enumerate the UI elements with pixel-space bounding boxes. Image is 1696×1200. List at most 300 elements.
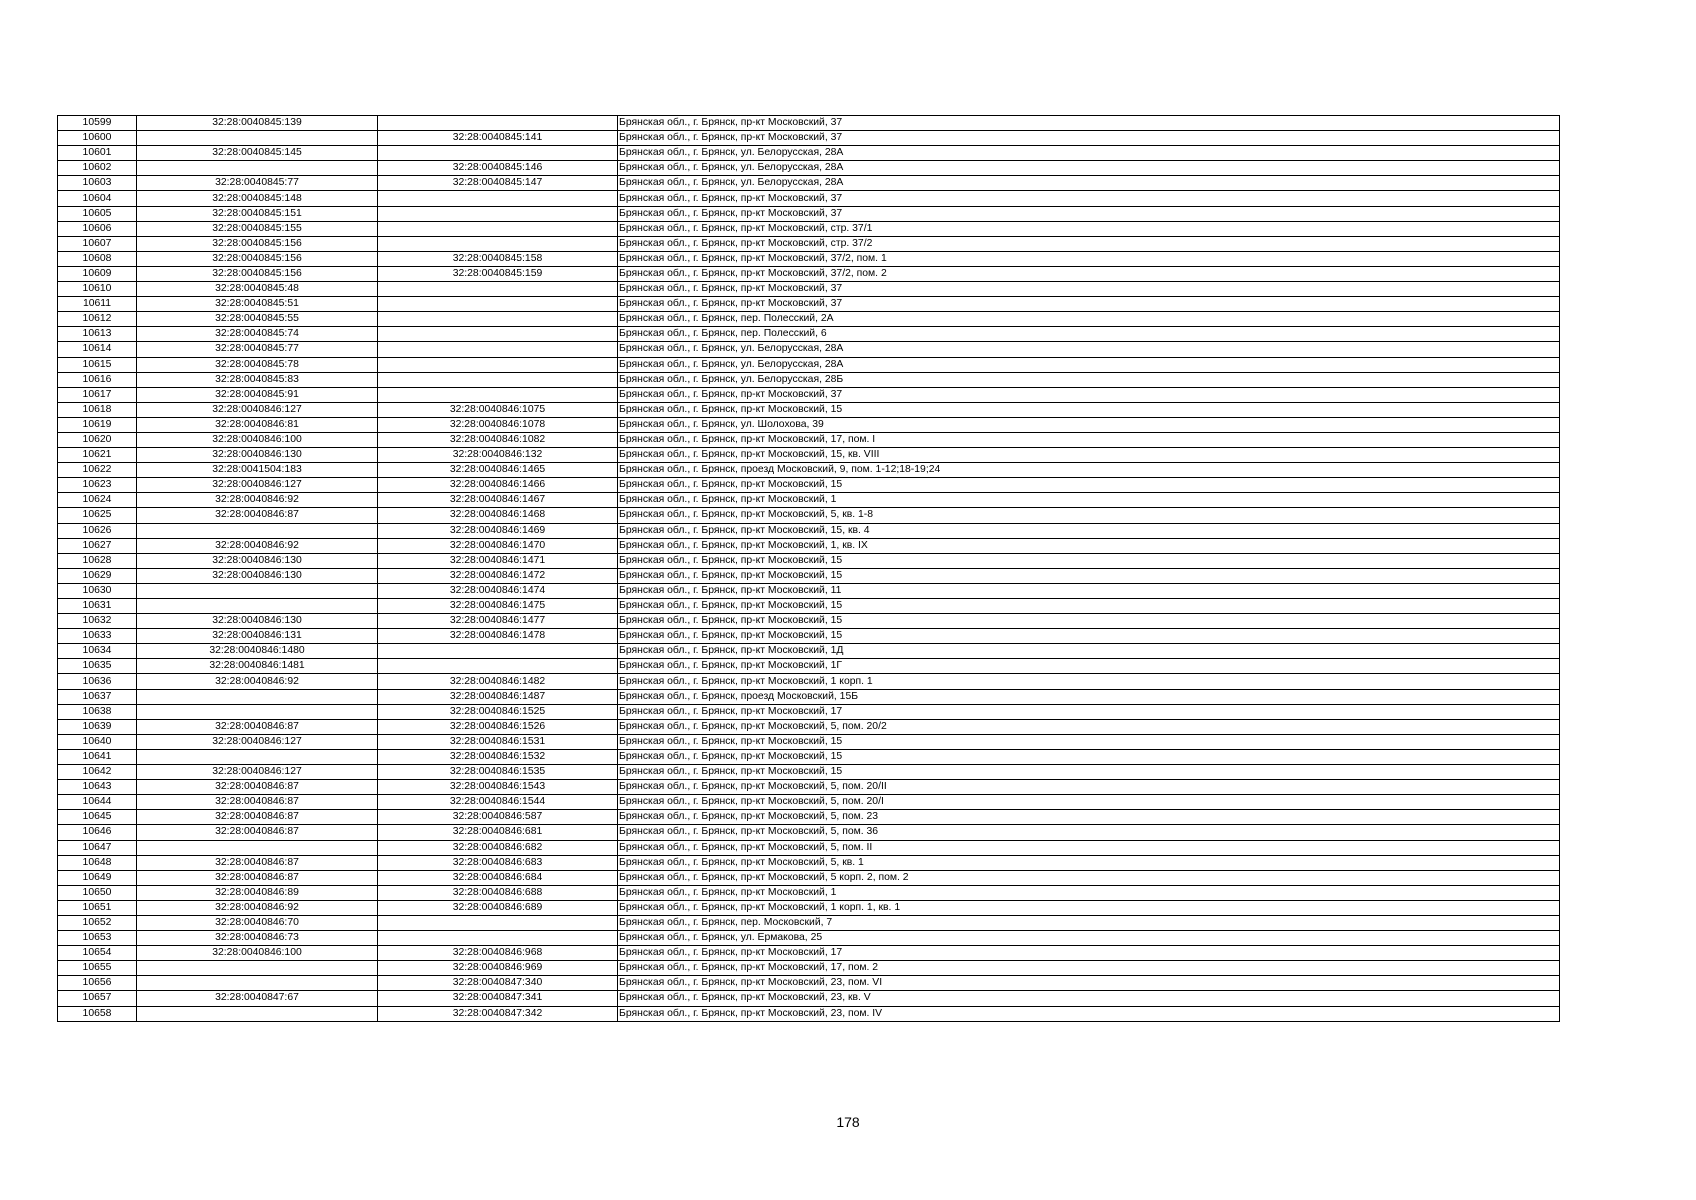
parcel-number-cell: 32:28:0040847:67 — [137, 991, 378, 1006]
address-cell: Брянская обл., г. Брянск, пр-кт Московский, 11 — [618, 583, 1560, 598]
row-number-cell: 10621 — [58, 448, 137, 463]
row-number-cell: 10619 — [58, 417, 137, 432]
address-cell: Брянская обл., г. Брянск, пр-кт Московский, 15 — [618, 765, 1560, 780]
parcel-number-cell — [137, 689, 378, 704]
parcel-number-cell: 32:28:0040845:139 — [137, 116, 378, 131]
object-number-cell: 32:28:0040846:587 — [378, 810, 618, 825]
row-number-cell: 10655 — [58, 961, 137, 976]
address-cell: Брянская обл., г. Брянск, пр-кт Московский, 23, пом. VI — [618, 976, 1560, 991]
object-number-cell: 32:28:0040847:340 — [378, 976, 618, 991]
parcel-number-cell: 32:28:0040846:130 — [137, 614, 378, 629]
parcel-number-cell — [137, 961, 378, 976]
table-row — [58, 976, 1560, 991]
row-number-cell: 10634 — [58, 644, 137, 659]
row-number-cell: 10636 — [58, 674, 137, 689]
object-number-cell: 32:28:0040846:1469 — [378, 523, 618, 538]
parcel-number-cell: 32:28:0040845:78 — [137, 357, 378, 372]
object-number-cell — [378, 297, 618, 312]
object-number-cell: 32:28:0040846:681 — [378, 825, 618, 840]
table-row — [58, 749, 1560, 764]
row-number-cell: 10623 — [58, 478, 137, 493]
object-number-cell — [378, 236, 618, 251]
row-number-cell: 10632 — [58, 614, 137, 629]
parcel-number-cell: 32:28:0040845:145 — [137, 146, 378, 161]
table-row — [58, 282, 1560, 297]
address-cell: Брянская обл., г. Брянск, пр-кт Московский, 37 — [618, 191, 1560, 206]
row-number-cell: 10650 — [58, 885, 137, 900]
parcel-number-cell — [137, 131, 378, 146]
table-row — [58, 432, 1560, 447]
parcel-number-cell: 32:28:0040845:74 — [137, 327, 378, 342]
address-cell: Брянская обл., г. Брянск, пер. Полесский, 6 — [618, 327, 1560, 342]
object-number-cell — [378, 357, 618, 372]
address-cell: Брянская обл., г. Брянск, пр-кт Московский, 15 — [618, 734, 1560, 749]
object-number-cell: 32:28:0040846:1477 — [378, 614, 618, 629]
object-number-cell: 32:28:0040846:1471 — [378, 553, 618, 568]
table-row — [58, 236, 1560, 251]
parcel-number-cell: 32:28:0040845:148 — [137, 191, 378, 206]
row-number-cell: 10616 — [58, 372, 137, 387]
row-number-cell: 10658 — [58, 1006, 137, 1021]
object-number-cell: 32:28:0040845:147 — [378, 176, 618, 191]
parcel-number-cell: 32:28:0040846:130 — [137, 448, 378, 463]
parcel-number-cell: 32:28:0040846:127 — [137, 734, 378, 749]
table-row — [58, 417, 1560, 432]
object-number-cell: 32:28:0040846:1535 — [378, 765, 618, 780]
row-number-cell: 10599 — [58, 116, 137, 131]
parcel-number-cell: 32:28:0040846:127 — [137, 765, 378, 780]
address-cell: Брянская обл., г. Брянск, пр-кт Московский, 15 — [618, 599, 1560, 614]
parcel-number-cell: 32:28:0040845:156 — [137, 266, 378, 281]
table-row — [58, 568, 1560, 583]
table-row — [58, 266, 1560, 281]
address-cell: Брянская обл., г. Брянск, пр-кт Московский, 1 — [618, 493, 1560, 508]
table-body — [58, 116, 1560, 1022]
row-number-cell: 10654 — [58, 946, 137, 961]
parcel-number-cell: 32:28:0040846:87 — [137, 780, 378, 795]
address-cell: Брянская обл., г. Брянск, пр-кт Московский, 15 — [618, 402, 1560, 417]
row-number-cell: 10647 — [58, 840, 137, 855]
table-row — [58, 931, 1560, 946]
parcel-number-cell: 32:28:0040845:55 — [137, 312, 378, 327]
object-number-cell: 32:28:0040846:1475 — [378, 599, 618, 614]
row-number-cell: 10633 — [58, 629, 137, 644]
address-cell: Брянская обл., г. Брянск, ул. Белорусская, 28Б — [618, 372, 1560, 387]
table-row — [58, 659, 1560, 674]
table-row — [58, 719, 1560, 734]
address-cell: Брянская обл., г. Брянск, пр-кт Московский, 1Д — [618, 644, 1560, 659]
parcel-number-cell: 32:28:0040846:73 — [137, 931, 378, 946]
table-row — [58, 327, 1560, 342]
row-number-cell: 10627 — [58, 538, 137, 553]
object-number-cell: 32:28:0040846:1472 — [378, 568, 618, 583]
row-number-cell: 10631 — [58, 599, 137, 614]
object-number-cell: 32:28:0040846:1544 — [378, 795, 618, 810]
table-row — [58, 583, 1560, 598]
row-number-cell: 10622 — [58, 463, 137, 478]
address-cell: Брянская обл., г. Брянск, пр-кт Московский, 17 — [618, 946, 1560, 961]
object-number-cell: 32:28:0040846:968 — [378, 946, 618, 961]
table-row — [58, 191, 1560, 206]
page-number: 178 — [836, 1114, 860, 1130]
parcel-number-cell: 32:28:0041504:183 — [137, 463, 378, 478]
table-row — [58, 387, 1560, 402]
address-cell: Брянская обл., г. Брянск, пр-кт Московский, 23, пом. IV — [618, 1006, 1560, 1021]
table-row — [58, 478, 1560, 493]
object-number-cell: 32:28:0040846:1078 — [378, 417, 618, 432]
address-cell: Брянская обл., г. Брянск, пр-кт Московский, 5, кв. 1 — [618, 855, 1560, 870]
table-row — [58, 176, 1560, 191]
object-number-cell: 32:28:0040846:1532 — [378, 749, 618, 764]
object-number-cell: 32:28:0040845:159 — [378, 266, 618, 281]
table-row — [58, 915, 1560, 930]
parcel-number-cell: 32:28:0040845:151 — [137, 206, 378, 221]
table-row — [58, 961, 1560, 976]
table-row — [58, 463, 1560, 478]
parcel-number-cell — [137, 523, 378, 538]
table-row — [58, 614, 1560, 629]
table-row — [58, 644, 1560, 659]
table-row — [58, 116, 1560, 131]
parcel-number-cell — [137, 1006, 378, 1021]
address-cell: Брянская обл., г. Брянск, пр-кт Московский, 15 — [618, 749, 1560, 764]
row-number-cell: 10653 — [58, 931, 137, 946]
table-row — [58, 146, 1560, 161]
table-row — [58, 342, 1560, 357]
table-row — [58, 553, 1560, 568]
table-row — [58, 493, 1560, 508]
parcel-number-cell: 32:28:0040846:92 — [137, 900, 378, 915]
address-cell: Брянская обл., г. Брянск, пр-кт Московский, 37 — [618, 387, 1560, 402]
address-cell: Брянская обл., г. Брянск, пр-кт Московский, 5, пом. 20/II — [618, 780, 1560, 795]
parcel-number-cell — [137, 749, 378, 764]
object-number-cell — [378, 206, 618, 221]
row-number-cell: 10609 — [58, 266, 137, 281]
parcel-number-cell: 32:28:0040845:155 — [137, 221, 378, 236]
table-row — [58, 810, 1560, 825]
object-number-cell: 32:28:0040846:1526 — [378, 719, 618, 734]
object-number-cell: 32:28:0040846:1466 — [378, 478, 618, 493]
row-number-cell: 10640 — [58, 734, 137, 749]
parcel-number-cell: 32:28:0040846:87 — [137, 855, 378, 870]
row-number-cell: 10625 — [58, 508, 137, 523]
address-cell: Брянская обл., г. Брянск, пр-кт Московский, 37/2, пом. 2 — [618, 266, 1560, 281]
cadastral-table — [57, 115, 1560, 1022]
address-cell: Брянская обл., г. Брянск, проезд Московский, 9, пом. 1-12;18-19;24 — [618, 463, 1560, 478]
address-cell: Брянская обл., г. Брянск, пер. Полесский, 2А — [618, 312, 1560, 327]
address-cell: Брянская обл., г. Брянск, ул. Шолохова, 39 — [618, 417, 1560, 432]
object-number-cell — [378, 116, 618, 131]
row-number-cell: 10613 — [58, 327, 137, 342]
row-number-cell: 10644 — [58, 795, 137, 810]
object-number-cell — [378, 312, 618, 327]
row-number-cell: 10608 — [58, 251, 137, 266]
parcel-number-cell: 32:28:0040845:156 — [137, 236, 378, 251]
row-number-cell: 10641 — [58, 749, 137, 764]
object-number-cell: 32:28:0040847:341 — [378, 991, 618, 1006]
parcel-number-cell: 32:28:0040846:100 — [137, 432, 378, 447]
table-row — [58, 689, 1560, 704]
address-cell: Брянская обл., г. Брянск, пр-кт Московский, 1 корп. 1 — [618, 674, 1560, 689]
parcel-number-cell: 32:28:0040846:1480 — [137, 644, 378, 659]
row-number-cell: 10638 — [58, 704, 137, 719]
row-number-cell: 10614 — [58, 342, 137, 357]
address-cell: Брянская обл., г. Брянск, проезд Московский, 15Б — [618, 689, 1560, 704]
parcel-number-cell — [137, 976, 378, 991]
object-number-cell: 32:28:0040846:682 — [378, 840, 618, 855]
address-cell: Брянская обл., г. Брянск, пр-кт Московский, 1 корп. 1, кв. 1 — [618, 900, 1560, 915]
table-row — [58, 825, 1560, 840]
address-cell: Брянская обл., г. Брянск, пр-кт Московский, 5, пом. 23 — [618, 810, 1560, 825]
object-number-cell: 32:28:0040846:1465 — [378, 463, 618, 478]
parcel-number-cell: 32:28:0040845:48 — [137, 282, 378, 297]
object-number-cell — [378, 644, 618, 659]
row-number-cell: 10630 — [58, 583, 137, 598]
address-cell: Брянская обл., г. Брянск, пр-кт Московский, 37 — [618, 116, 1560, 131]
row-number-cell: 10628 — [58, 553, 137, 568]
table-row — [58, 357, 1560, 372]
object-number-cell: 32:28:0040846:969 — [378, 961, 618, 976]
parcel-number-cell: 32:28:0040846:1481 — [137, 659, 378, 674]
row-number-cell: 10617 — [58, 387, 137, 402]
table-row — [58, 629, 1560, 644]
row-number-cell: 10611 — [58, 297, 137, 312]
row-number-cell: 10629 — [58, 568, 137, 583]
object-number-cell: 32:28:0040845:141 — [378, 131, 618, 146]
object-number-cell — [378, 221, 618, 236]
row-number-cell: 10657 — [58, 991, 137, 1006]
address-cell: Брянская обл., г. Брянск, пр-кт Московский, 1, кв. IX — [618, 538, 1560, 553]
row-number-cell: 10602 — [58, 161, 137, 176]
parcel-number-cell — [137, 161, 378, 176]
object-number-cell: 32:28:0040846:684 — [378, 870, 618, 885]
parcel-number-cell: 32:28:0040846:87 — [137, 719, 378, 734]
parcel-number-cell: 32:28:0040846:130 — [137, 553, 378, 568]
parcel-number-cell: 32:28:0040846:87 — [137, 508, 378, 523]
table-row — [58, 795, 1560, 810]
table-row — [58, 734, 1560, 749]
object-number-cell — [378, 282, 618, 297]
table-row — [58, 704, 1560, 719]
row-number-cell: 10618 — [58, 402, 137, 417]
row-number-cell: 10646 — [58, 825, 137, 840]
row-number-cell: 10642 — [58, 765, 137, 780]
table-row — [58, 161, 1560, 176]
row-number-cell: 10607 — [58, 236, 137, 251]
table-row — [58, 1006, 1560, 1021]
parcel-number-cell: 32:28:0040846:87 — [137, 825, 378, 840]
address-cell: Брянская обл., г. Брянск, ул. Ермакова, 25 — [618, 931, 1560, 946]
address-cell: Брянская обл., г. Брянск, пр-кт Московский, 5, пом. 20/I — [618, 795, 1560, 810]
address-cell: Брянская обл., г. Брянск, пр-кт Московский, 17, пом. 2 — [618, 961, 1560, 976]
address-cell: Брянская обл., г. Брянск, пр-кт Московский, 37 — [618, 206, 1560, 221]
address-cell: Брянская обл., г. Брянск, пр-кт Московский, 37 — [618, 297, 1560, 312]
row-number-cell: 10639 — [58, 719, 137, 734]
object-number-cell — [378, 342, 618, 357]
parcel-number-cell — [137, 704, 378, 719]
address-cell: Брянская обл., г. Брянск, пр-кт Московский, 15 — [618, 629, 1560, 644]
table-row — [58, 538, 1560, 553]
address-cell: Брянская обл., г. Брянск, ул. Белорусская, 28А — [618, 176, 1560, 191]
object-number-cell: 32:28:0040845:158 — [378, 251, 618, 266]
parcel-number-cell: 32:28:0040846:81 — [137, 417, 378, 432]
address-cell: Брянская обл., г. Брянск, пр-кт Московский, 15, кв. 4 — [618, 523, 1560, 538]
table-row — [58, 599, 1560, 614]
object-number-cell: 32:28:0040846:1487 — [378, 689, 618, 704]
address-cell: Брянская обл., г. Брянск, пр-кт Московский, 15 — [618, 614, 1560, 629]
row-number-cell: 10635 — [58, 659, 137, 674]
object-number-cell — [378, 659, 618, 674]
object-number-cell: 32:28:0040847:342 — [378, 1006, 618, 1021]
address-cell: Брянская обл., г. Брянск, ул. Белорусская, 28А — [618, 357, 1560, 372]
row-number-cell: 10612 — [58, 312, 137, 327]
object-number-cell: 32:28:0040845:146 — [378, 161, 618, 176]
address-cell: Брянская обл., г. Брянск, ул. Белорусская, 28А — [618, 146, 1560, 161]
address-cell: Брянская обл., г. Брянск, пр-кт Московский, 17, пом. I — [618, 432, 1560, 447]
parcel-number-cell: 32:28:0040845:156 — [137, 251, 378, 266]
address-cell: Брянская обл., г. Брянск, пр-кт Московский, стр. 37/2 — [618, 236, 1560, 251]
table-row — [58, 946, 1560, 961]
row-number-cell: 10600 — [58, 131, 137, 146]
object-number-cell: 32:28:0040846:1482 — [378, 674, 618, 689]
parcel-number-cell: 32:28:0040846:92 — [137, 538, 378, 553]
parcel-number-cell: 32:28:0040846:87 — [137, 795, 378, 810]
table-row — [58, 840, 1560, 855]
table-row — [58, 402, 1560, 417]
object-number-cell: 32:28:0040846:1470 — [378, 538, 618, 553]
row-number-cell: 10615 — [58, 357, 137, 372]
address-cell: Брянская обл., г. Брянск, пр-кт Московский, 37 — [618, 131, 1560, 146]
object-number-cell — [378, 372, 618, 387]
address-cell: Брянская обл., г. Брянск, пр-кт Московский, 15 — [618, 553, 1560, 568]
row-number-cell: 10652 — [58, 915, 137, 930]
address-cell: Брянская обл., г. Брянск, пр-кт Московский, 5, пом. 20/2 — [618, 719, 1560, 734]
object-number-cell: 32:28:0040846:1474 — [378, 583, 618, 598]
table-row — [58, 131, 1560, 146]
address-cell: Брянская обл., г. Брянск, пр-кт Московский, 15 — [618, 478, 1560, 493]
table-row — [58, 372, 1560, 387]
parcel-number-cell: 32:28:0040846:87 — [137, 870, 378, 885]
address-cell: Брянская обл., г. Брянск, ул. Белорусская, 28А — [618, 342, 1560, 357]
parcel-number-cell: 32:28:0040846:127 — [137, 478, 378, 493]
table-row — [58, 900, 1560, 915]
object-number-cell: 32:28:0040846:1467 — [378, 493, 618, 508]
object-number-cell: 32:28:0040846:1075 — [378, 402, 618, 417]
row-number-cell: 10610 — [58, 282, 137, 297]
row-number-cell: 10604 — [58, 191, 137, 206]
address-cell: Брянская обл., г. Брянск, пр-кт Московский, стр. 37/1 — [618, 221, 1560, 236]
address-cell: Брянская обл., г. Брянск, пр-кт Московский, 37/2, пом. 1 — [618, 251, 1560, 266]
table-row — [58, 674, 1560, 689]
table-row — [58, 885, 1560, 900]
table-row — [58, 508, 1560, 523]
address-cell: Брянская обл., г. Брянск, ул. Белорусская, 28А — [618, 161, 1560, 176]
table-row — [58, 855, 1560, 870]
object-number-cell: 32:28:0040846:1531 — [378, 734, 618, 749]
object-number-cell — [378, 915, 618, 930]
table-row — [58, 448, 1560, 463]
address-cell: Брянская обл., г. Брянск, пр-кт Московский, 23, кв. V — [618, 991, 1560, 1006]
address-cell: Брянская обл., г. Брянск, пр-кт Московский, 1 — [618, 885, 1560, 900]
address-cell: Брянская обл., г. Брянск, пр-кт Московский, 5 корп. 2, пом. 2 — [618, 870, 1560, 885]
parcel-number-cell: 32:28:0040845:77 — [137, 176, 378, 191]
parcel-number-cell — [137, 599, 378, 614]
row-number-cell: 10606 — [58, 221, 137, 236]
object-number-cell: 32:28:0040846:1468 — [378, 508, 618, 523]
table-row — [58, 780, 1560, 795]
address-cell: Брянская обл., г. Брянск, пр-кт Московский, 5, кв. 1-8 — [618, 508, 1560, 523]
address-cell: Брянская обл., г. Брянск, пер. Московский, 7 — [618, 915, 1560, 930]
address-cell: Брянская обл., г. Брянск, пр-кт Московский, 17 — [618, 704, 1560, 719]
address-cell: Брянская обл., г. Брянск, пр-кт Московский, 37 — [618, 282, 1560, 297]
object-number-cell — [378, 327, 618, 342]
parcel-number-cell: 32:28:0040846:92 — [137, 674, 378, 689]
parcel-number-cell: 32:28:0040845:77 — [137, 342, 378, 357]
table-row — [58, 991, 1560, 1006]
address-cell: Брянская обл., г. Брянск, пр-кт Московский, 15, кв. VIII — [618, 448, 1560, 463]
object-number-cell: 32:28:0040846:1478 — [378, 629, 618, 644]
row-number-cell: 10651 — [58, 900, 137, 915]
parcel-number-cell: 32:28:0040846:130 — [137, 568, 378, 583]
row-number-cell: 10624 — [58, 493, 137, 508]
table-row — [58, 251, 1560, 266]
parcel-number-cell: 32:28:0040846:100 — [137, 946, 378, 961]
row-number-cell: 10656 — [58, 976, 137, 991]
row-number-cell: 10645 — [58, 810, 137, 825]
table-row — [58, 221, 1560, 236]
object-number-cell: 32:28:0040846:688 — [378, 885, 618, 900]
address-cell: Брянская обл., г. Брянск, пр-кт Московский, 1Г — [618, 659, 1560, 674]
object-number-cell: 32:28:0040846:1082 — [378, 432, 618, 447]
object-number-cell: 32:28:0040846:689 — [378, 900, 618, 915]
address-cell: Брянская обл., г. Брянск, пр-кт Московский, 5, пом. II — [618, 840, 1560, 855]
row-number-cell: 10620 — [58, 432, 137, 447]
address-cell: Брянская обл., г. Брянск, пр-кт Московский, 15 — [618, 568, 1560, 583]
parcel-number-cell: 32:28:0040846:70 — [137, 915, 378, 930]
row-number-cell: 10605 — [58, 206, 137, 221]
object-number-cell — [378, 387, 618, 402]
parcel-number-cell — [137, 840, 378, 855]
table-row — [58, 523, 1560, 538]
parcel-number-cell: 32:28:0040846:89 — [137, 885, 378, 900]
parcel-number-cell: 32:28:0040845:51 — [137, 297, 378, 312]
parcel-number-cell: 32:28:0040846:92 — [137, 493, 378, 508]
object-number-cell — [378, 191, 618, 206]
row-number-cell: 10648 — [58, 855, 137, 870]
row-number-cell: 10626 — [58, 523, 137, 538]
row-number-cell: 10603 — [58, 176, 137, 191]
row-number-cell: 10637 — [58, 689, 137, 704]
parcel-number-cell — [137, 583, 378, 598]
parcel-number-cell: 32:28:0040845:83 — [137, 372, 378, 387]
object-number-cell: 32:28:0040846:683 — [378, 855, 618, 870]
row-number-cell: 10643 — [58, 780, 137, 795]
parcel-number-cell: 32:28:0040845:91 — [137, 387, 378, 402]
address-cell: Брянская обл., г. Брянск, пр-кт Московский, 5, пом. 36 — [618, 825, 1560, 840]
object-number-cell — [378, 931, 618, 946]
table-row — [58, 870, 1560, 885]
table-row — [58, 297, 1560, 312]
table-row — [58, 206, 1560, 221]
object-number-cell: 32:28:0040846:132 — [378, 448, 618, 463]
parcel-number-cell: 32:28:0040846:127 — [137, 402, 378, 417]
object-number-cell — [378, 146, 618, 161]
row-number-cell: 10601 — [58, 146, 137, 161]
object-number-cell: 32:28:0040846:1543 — [378, 780, 618, 795]
table-row — [58, 312, 1560, 327]
table-row — [58, 765, 1560, 780]
parcel-number-cell: 32:28:0040846:131 — [137, 629, 378, 644]
